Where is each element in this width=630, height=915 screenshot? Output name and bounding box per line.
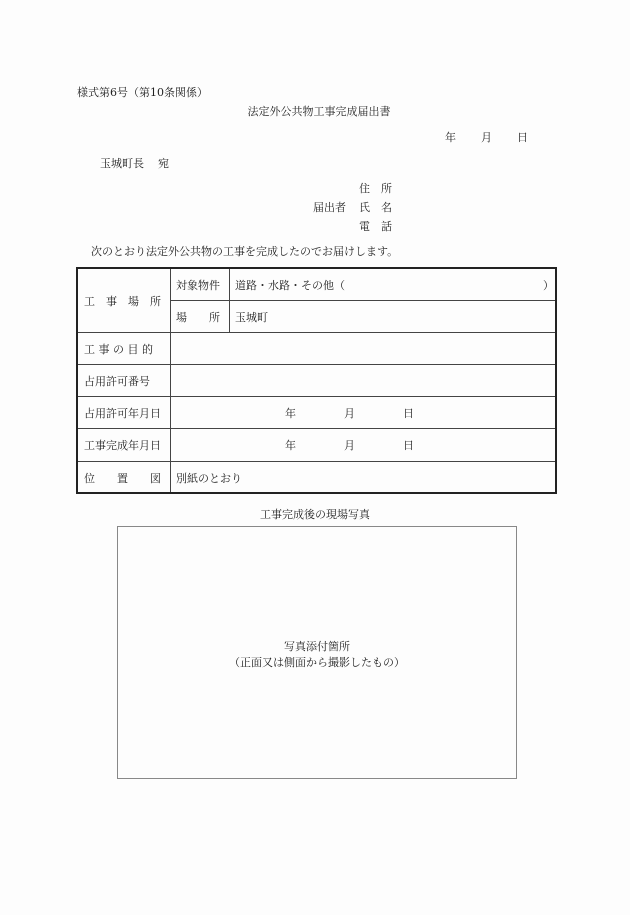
completion-date-year[interactable]: 年: [285, 439, 296, 452]
location-map-label: 位 置 図: [84, 472, 161, 485]
permit-date-month[interactable]: 月: [344, 407, 355, 420]
lead-text: 次のとおり法定外公共物の工事を完成したのでお届けします。: [91, 245, 399, 258]
filer-phone-label: 電 話: [359, 220, 392, 233]
divider: [170, 300, 555, 301]
place-value[interactable]: 玉城町: [235, 311, 268, 324]
divider: [78, 428, 555, 429]
target-value[interactable]: 道路・水路・その他（: [235, 279, 345, 292]
divider: [78, 461, 555, 462]
completion-form-table: [76, 267, 557, 494]
addressee-honorific: 宛: [158, 157, 169, 170]
purpose-field[interactable]: [172, 333, 555, 364]
photo-attachment-area[interactable]: [117, 526, 517, 779]
addressee-name: 玉城町長: [100, 157, 144, 170]
permit-date-label: 占用許可年月日: [84, 407, 161, 420]
divider: [78, 396, 555, 397]
document-title: 法定外公共物工事完成届出書: [247, 105, 391, 118]
purpose-label: 工 事 の 目 的: [84, 343, 153, 356]
completion-date-label: 工事完成年月日: [84, 439, 161, 452]
location-map-value: 別紙のとおり: [176, 472, 242, 485]
photo-placeholder-line2: （正面又は側面から撮影したもの）: [229, 656, 405, 669]
place-label: 場 所: [176, 311, 220, 324]
target-label: 対象物件: [176, 279, 220, 292]
photo-caption: 工事完成後の現場写真: [260, 508, 370, 521]
photo-placeholder-line1: 写真添付箇所: [284, 640, 350, 653]
permit-number-label: 占用許可番号: [84, 375, 150, 388]
date-year-label: 年: [445, 131, 456, 144]
form-id: 様式第6号（第10条関係）: [77, 86, 208, 99]
filer-address-label: 住 所: [359, 182, 392, 195]
divider: [229, 269, 230, 332]
date-day-label: 日: [517, 131, 528, 144]
date-month-label: 月: [481, 131, 492, 144]
permit-number-field[interactable]: [172, 365, 555, 396]
addressee: [100, 155, 169, 171]
permit-date-year[interactable]: 年: [285, 407, 296, 420]
filer-label: 届出者: [313, 201, 346, 214]
completion-date-month[interactable]: 月: [344, 439, 355, 452]
site-label: 工 事 場 所: [84, 295, 161, 308]
target-close-paren: ）: [543, 279, 554, 292]
completion-date-day[interactable]: 日: [403, 439, 414, 452]
filer-name-label: 氏 名: [359, 201, 392, 214]
permit-date-day[interactable]: 日: [403, 407, 414, 420]
divider: [170, 269, 171, 492]
